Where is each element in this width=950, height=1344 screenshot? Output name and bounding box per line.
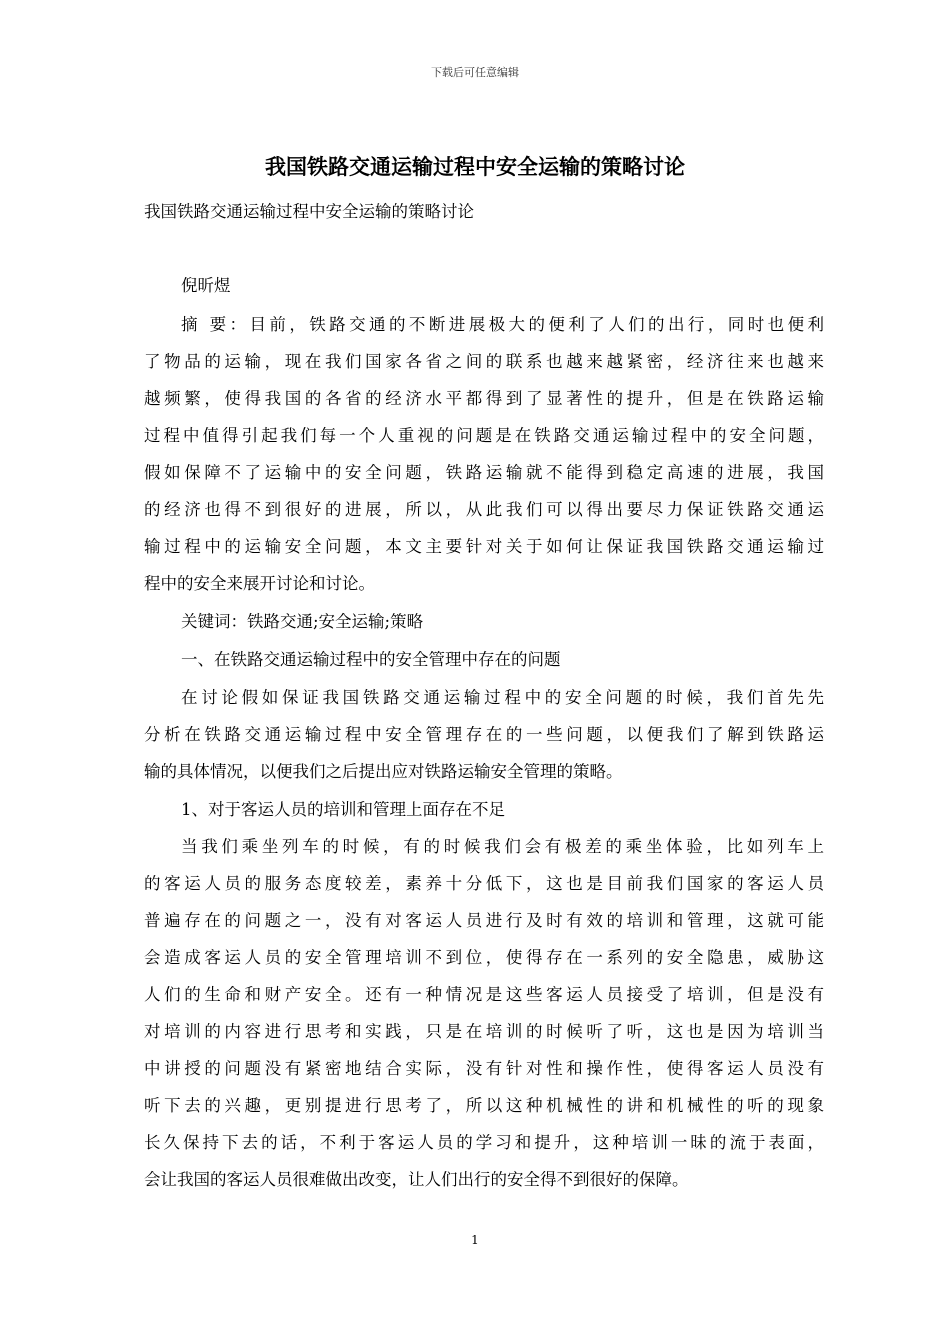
paragraph-line: 听下去的兴趣，更别提进行思考了，所以这种机械性的讲和机械性的听的现象 [144,1096,824,1115]
abstract-line: 越频繁，使得我国的各省的经济水平都得到了显著性的提升，但是在铁路运输 [144,389,824,408]
document-title: 我国铁路交通运输过程中安全运输的策略讨论 [265,154,685,179]
paragraph-line: 会让我国的客运人员很难做出改变，让人们出行的安全得不到很好的保障。 [144,1170,689,1189]
document-subtitle: 我国铁路交通运输过程中安全运输的策略讨论 [144,202,474,221]
keywords: 关键词：铁路交通;安全运输;策略 [181,612,424,631]
paragraph-line: 长久保持下去的话，不利于客运人员的学习和提升，这种培训一昧的流于表面， [144,1133,824,1152]
page-number: 1 [471,1233,479,1247]
author-name: 倪昕煜 [181,276,231,295]
subsection-heading: 1、对于客运人员的培训和管理上面存在不足 [181,800,505,819]
abstract-line: 了物品的运输，现在我们国家各省之间的联系也越来越紧密，经济往来也越来 [144,352,824,371]
abstract-line: 输过程中的运输安全问题，本文主要针对关于如何让保证我国铁路交通运输过 [144,537,824,556]
paragraph-line: 当我们乘坐列车的时候，有的时候我们会有极差的乘坐体验，比如列车上 [181,837,824,856]
paragraph-line: 分析在铁路交通运输过程中安全管理存在的一些问题，以便我们了解到铁路运 [144,725,824,744]
paragraph-line: 的客运人员的服务态度较差，素养十分低下，这也是目前我们国家的客运人员 [144,874,824,893]
paragraph-line: 输的具体情况，以便我们之后提出应对铁路运输安全管理的策略。 [144,762,623,781]
abstract-line: 程中的安全来展开讨论和讨论。 [144,574,375,593]
abstract-line: 摘 要：目前，铁路交通的不断进展极大的便利了人们的出行，同时也便利 [181,315,824,334]
abstract-line: 假如保障不了运输中的安全问题，铁路运输就不能得到稳定高速的进展，我国 [144,463,824,482]
paragraph-line: 中讲授的问题没有紧密地结合实际，没有针对性和操作性，使得客运人员没有 [144,1059,824,1078]
paragraph-line: 人们的生命和财产安全。还有一种情况是这些客运人员接受了培训，但是没有 [144,985,824,1004]
section-heading: 一、在铁路交通运输过程中的安全管理中存在的问题 [181,650,561,669]
abstract-line: 的经济也得不到很好的进展，所以，从此我们可以得出要尽力保证铁路交通运 [144,500,824,519]
header-note: 下载后可任意编辑 [431,66,519,79]
paragraph-line: 会造成客运人员的安全管理培训不到位，使得存在一系列的安全隐患，威胁这 [144,948,824,967]
paragraph-line: 对培训的内容进行思考和实践，只是在培训的时候听了听，这也是因为培训当 [144,1022,824,1041]
paragraph-line: 普遍存在的问题之一，没有对客运人员进行及时有效的培训和管理，这就可能 [144,911,824,930]
paragraph-line: 在讨论假如保证我国铁路交通运输过程中的安全问题的时候，我们首先先 [181,688,824,707]
abstract-line: 过程中值得引起我们每一个人重视的问题是在铁路交通运输过程中的安全问题， [144,426,824,445]
